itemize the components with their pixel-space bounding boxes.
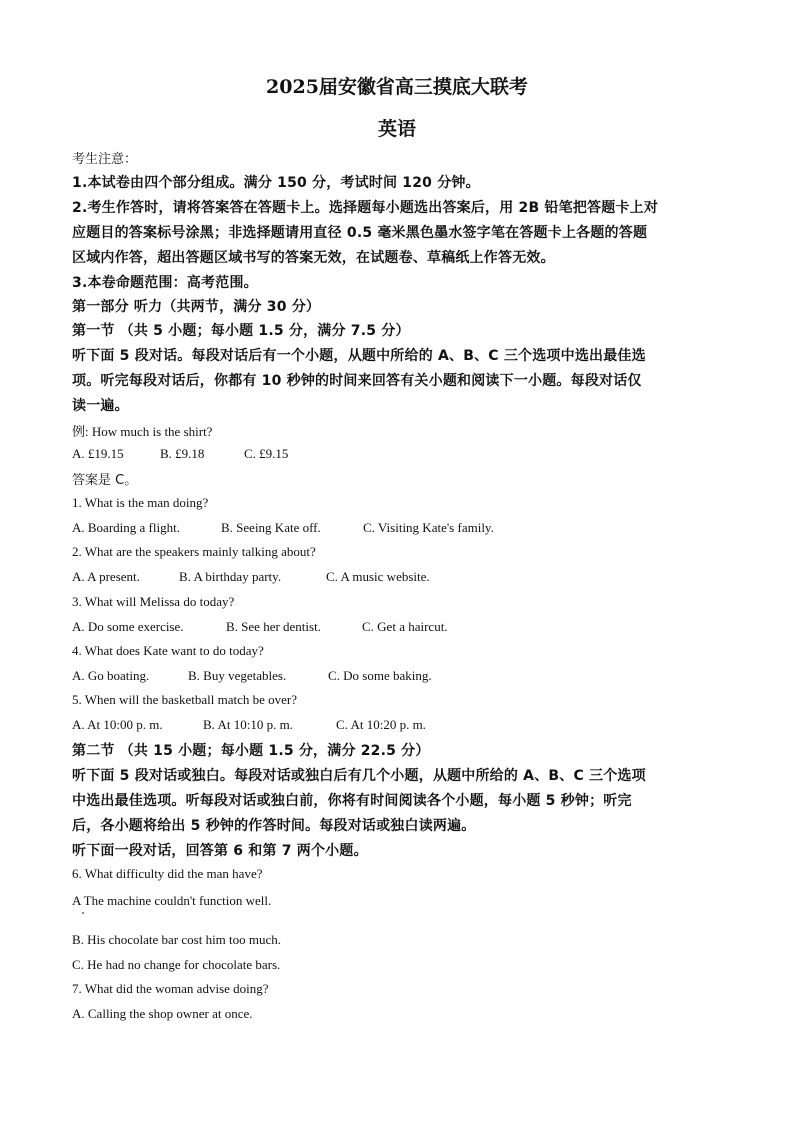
notice-heading: 考生注意： [72, 152, 138, 167]
option-a: A. Do some exercise. [72, 619, 184, 634]
option-a: A. Go boating. [72, 668, 150, 683]
option-b: B. Seeing Kate off. [221, 520, 321, 535]
question-7: 7. What did the woman advise doing? [72, 981, 269, 996]
subject-title: 英语 [377, 118, 416, 140]
example-options [72, 446, 288, 462]
example-option-b: B. £9.18 [160, 446, 205, 461]
section1-instruction-line-1: 听下面 5 段对话。每段对话后有一个小题，从题中所给的 A、B、C 三个选项中选出最佳选 [72, 348, 646, 364]
question-7-option-a: A. Calling the shop owner at once. [72, 1006, 253, 1021]
option-c: C. At 10:20 p. m. [336, 717, 426, 732]
option-a: A. At 10:00 p. m. [72, 717, 163, 732]
option-a: A. A present. [72, 569, 140, 584]
option-c: C. Get a haircut. [362, 619, 448, 634]
option-b: B. Buy vegetables. [188, 668, 287, 683]
question-6-option-c: C. He had no change for chocolate bars. [72, 957, 281, 972]
question-5-options [72, 717, 426, 733]
section2-instruction-line-2: 中选出最佳选项。听每段对话或独白前，你将有时间阅读各个小题，每小题 5 秒钟；听完 [72, 793, 632, 809]
option-b: B. See her dentist. [226, 619, 321, 634]
notice-item-2-line-3: 区域内作答，超出答题区域书写的答案无效，在试题卷、草稿纸上作答无效。 [72, 250, 555, 266]
question-4: 4. What does Kate want to do today? [72, 643, 264, 658]
question-3-options [72, 619, 448, 635]
section1-heading: 第一节 （共 5 小题；每小题 1.5 分，满分 7.5 分） [72, 323, 410, 339]
question-6-option-a: A The machine couldn't function well. [72, 893, 272, 908]
section2-instruction-line-1: 听下面 5 段对话或独白。每段对话或独白后有几个小题，从题中所给的 A、B、C 三个选项 [72, 768, 646, 784]
option-c: C. Do some baking. [328, 668, 432, 683]
option-b: B. A birthday party. [179, 569, 282, 584]
section1-instruction-line-3: 读一遍。 [72, 398, 129, 414]
option-a: A. Boarding a flight. [72, 520, 180, 535]
question-2-options [72, 569, 430, 585]
question-1-options [72, 520, 494, 536]
notice-item-2-line-1: 2.考生作答时，请将答案答在答题卡上。选择题每小题选出答案后，用 2B 铅笔把答题卡上对 [72, 200, 659, 216]
question-3: 3. What will Melissa do today? [72, 594, 235, 609]
notice-item-3: 3.本卷命题范围：高考范围。 [72, 275, 258, 291]
section2-sub-instruction: 听下面一段对话，回答第 6 和第 7 两个小题。 [72, 843, 368, 859]
part1-heading: 第一部分 听力（共两节，满分 30 分） [72, 299, 321, 315]
example-answer: 答案是 C。 [72, 473, 138, 488]
question-6: 6. What difficulty did the man have? [72, 866, 263, 881]
example-option-c: C. £9.15 [244, 446, 289, 461]
section2-instruction-line-3: 后，各小题将给出 5 秒钟的作答时间。每段对话或独白读两遍。 [72, 818, 476, 834]
exam-title: 2025届安徽省高三摸底大联考 [266, 76, 528, 98]
question-4-options [72, 668, 432, 684]
stray-dot [82, 912, 84, 914]
section1-instruction-line-2: 项。听完每段对话后，你都有 10 秒钟的时间来回答有关小题和阅读下一小题。每段对话仅 [72, 373, 642, 389]
notice-item-2-line-2: 应题目的答案标号涂黑；非选择题请用直径 0.5 毫米黑色墨水签字笔在答题卡上各题的答题 [72, 225, 648, 241]
question-6-option-b: B. His chocolate bar cost him too much. [72, 932, 282, 947]
option-b: B. At 10:10 p. m. [203, 717, 293, 732]
question-1: 1. What is the man doing? [72, 495, 209, 510]
question-5: 5. When will the basketball match be over? [72, 692, 298, 707]
notice-item-1: 1.本试卷由四个部分组成。满分 150 分，考试时间 120 分钟。 [72, 175, 480, 191]
example-option-a: A. £19.15 [72, 446, 124, 461]
option-c: C. A music website. [326, 569, 430, 584]
option-c: C. Visiting Kate's family. [363, 520, 494, 535]
example-question: 例: How much is the shirt? [72, 424, 213, 439]
question-2: 2. What are the speakers mainly talking about? [72, 544, 316, 559]
section2-heading: 第二节 （共 15 小题；每小题 1.5 分，满分 22.5 分） [72, 743, 430, 759]
